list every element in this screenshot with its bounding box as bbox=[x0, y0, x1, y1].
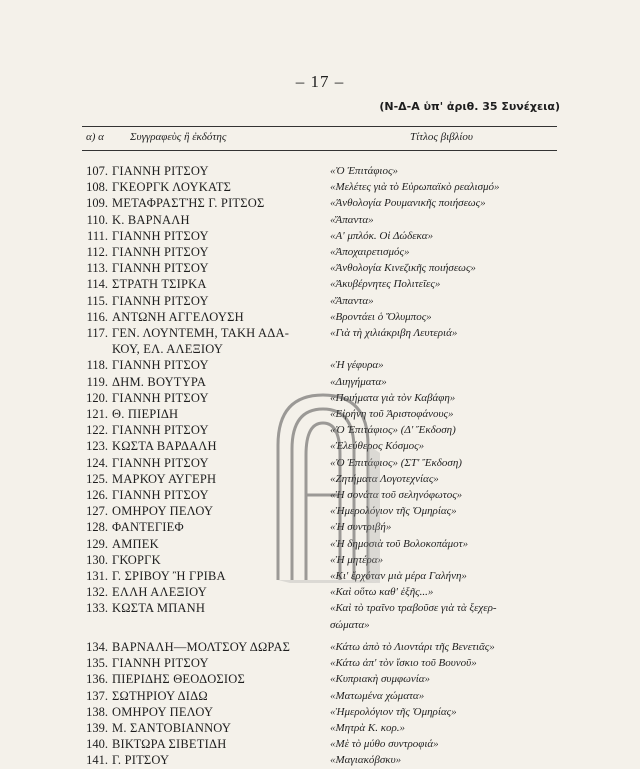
entry-author: Κ. ΒΑΡΝΑΛΗ bbox=[112, 212, 190, 227]
entry-num: 129. bbox=[86, 536, 108, 551]
entry-author: ΚΩΣΤΑ ΜΠΑΝΗ bbox=[112, 601, 206, 616]
entry-row bbox=[0, 752, 640, 768]
entry-author: Θ. ΠΙΕΡΙΔΗ bbox=[112, 407, 179, 422]
entry-num: 119. bbox=[86, 374, 108, 389]
entry-row bbox=[0, 671, 640, 687]
entry-row bbox=[0, 212, 640, 228]
entry-row bbox=[0, 179, 640, 195]
entry-num: 110. bbox=[86, 212, 108, 227]
entry-author: Γ. ΡΙΤΣΟΥ bbox=[112, 753, 170, 768]
entry-row bbox=[0, 195, 640, 211]
entry-author: ΑΜΠΕΚ bbox=[112, 536, 159, 551]
entry-title: «Ἡμερολόγιον τῆς Ὀμηρίας» bbox=[330, 705, 457, 718]
entry-row bbox=[0, 406, 640, 422]
entry-author: ΟΜΗΡΟΥ ΠΕΛΟΥ bbox=[112, 704, 214, 719]
entry-num: 118. bbox=[86, 358, 108, 373]
entry-num: 123. bbox=[86, 439, 108, 454]
entry-row bbox=[0, 341, 640, 357]
entry-author: ΓΙΑΝΝΗ ΡΙΤΣΟΥ bbox=[112, 488, 209, 503]
entry-row bbox=[0, 519, 640, 535]
entry-num: 121. bbox=[86, 407, 108, 422]
entry-author: ΟΜΗΡΟΥ ΠΕΛΟΥ bbox=[112, 504, 214, 519]
column-headers bbox=[0, 131, 640, 147]
entry-row bbox=[0, 260, 640, 276]
entry-author: ΦΑΝΤΕΓΙΕΦ bbox=[112, 520, 184, 535]
entry-title: «Ἡ γέφυρα» bbox=[330, 359, 384, 372]
entry-num: 141. bbox=[86, 753, 108, 768]
entry-row bbox=[0, 390, 640, 406]
entry-author: ΣΤΡΑΤΗ ΤΣΙΡΚΑ bbox=[112, 277, 207, 292]
entry-title: «Ἅπαντα» bbox=[330, 294, 374, 307]
entry-author: ΓΙΑΝΝΗ ΡΙΤΣΟΥ bbox=[112, 656, 209, 671]
entry-author: Μ. ΣΑΝΤΟΒΙΑΝΝΟΥ bbox=[112, 720, 232, 735]
rule-bottom bbox=[82, 150, 557, 151]
entry-num: 137. bbox=[86, 688, 108, 703]
entry-title: «Διηγήματα» bbox=[330, 375, 387, 388]
header-right: (N-Δ-A ὑπ' ἀριθ. 35 Συνέχεια) bbox=[379, 100, 560, 113]
entry-title: «Α' μπλόκ. Οἱ Δώδεκα» bbox=[330, 229, 434, 242]
entry-author: ΓΙΑΝΝΗ ΡΙΤΣΟΥ bbox=[112, 228, 209, 243]
entry-row bbox=[0, 720, 640, 736]
entry-title: «Κυπριακὴ συμφωνία» bbox=[330, 673, 431, 686]
entry-author: ΓΙΑΝΝΗ ΡΙΤΣΟΥ bbox=[112, 390, 209, 405]
entry-num: 112. bbox=[86, 245, 108, 260]
entry-num: 139. bbox=[86, 720, 108, 735]
entry-num: 133. bbox=[86, 601, 108, 616]
entry-title: «Ἀνθολογία Ρουμανικῆς ποιήσεως» bbox=[330, 197, 486, 210]
entry-row bbox=[0, 584, 640, 600]
entry-author: ΑΝΤΩΝΗ ΑΓΓΕΛΟΥΣΗ bbox=[112, 309, 244, 324]
entry-title: «Μὲ τὸ μύθο συντροφιά» bbox=[330, 738, 439, 751]
entry-title: σώματα» bbox=[330, 618, 370, 631]
entry-author: ΓΚΕΟΡΓΚ ΛΟΥΚΑΤΣ bbox=[112, 180, 232, 195]
entry-author: ΒΑΡΝΑΛΗ—ΜΟΛΤΣΟΥ ΔΩΡΑΣ bbox=[112, 639, 291, 654]
entry-author: ΣΩΤΗΡΙΟΥ ΔΙΔΩ bbox=[112, 688, 208, 703]
entry-num: 131. bbox=[86, 569, 108, 584]
entry-author: ΓΙΑΝΝΗ ΡΙΤΣΟΥ bbox=[112, 245, 209, 260]
entry-row bbox=[0, 568, 640, 584]
entry-author: ΓΚΟΡΓΚ bbox=[112, 552, 161, 567]
entry-row bbox=[0, 617, 640, 633]
entry-title: «Εἰρήνη τοῦ Ἀριστοφάνους» bbox=[330, 408, 454, 421]
entry-title: «Ὁ Ἐπιτάφιος» bbox=[330, 165, 398, 177]
entry-author: ΕΛΛΗ ΑΛΕΞΙΟΥ bbox=[112, 585, 207, 600]
column-header-num: α) α bbox=[86, 131, 104, 143]
entry-row bbox=[0, 487, 640, 503]
entry-row bbox=[0, 503, 640, 519]
entry-row bbox=[0, 163, 640, 179]
entry-author: ΜΕΤΑΦΡΑΣΤῊΣ Γ. ΡΙΤΣΟΣ bbox=[112, 196, 265, 211]
entry-row bbox=[0, 293, 640, 309]
entry-num bbox=[0, 617, 112, 633]
entry-num: 122. bbox=[86, 423, 108, 438]
entry-author: ΚΩΣΤΑ ΒΑΡΔΑΛΗ bbox=[112, 439, 217, 454]
entry-row bbox=[0, 471, 640, 487]
column-header-author: Συγγραφεὺς ἢ ἐκδότης bbox=[130, 131, 227, 143]
entry-title: «Γιὰ τὴ χιλιάκριβη Λευτεριά» bbox=[330, 327, 458, 340]
entry-title: «Ὁ Ἐπιτάφιος» (Δ' Ἔκδοση) bbox=[330, 424, 456, 437]
entry-row bbox=[0, 536, 640, 552]
entry-title: «Ὁ Ἐπιτάφιος» (ΣΤ' Ἔκδοση) bbox=[330, 456, 462, 469]
entry-num: 127. bbox=[86, 504, 108, 519]
entry-title: «Ἡμερολόγιον τῆς Ὀμηρίας» bbox=[330, 505, 457, 518]
entry-num: 107. bbox=[86, 164, 108, 178]
entry-num: 140. bbox=[86, 737, 108, 752]
entry-title: «Κι' ἔρχόταν μιὰ μέρα Γαλήνη» bbox=[330, 570, 467, 583]
entry-author: ΒΙΚΤΩΡΑ ΣΙΒΕΤΙΔΗ bbox=[112, 737, 227, 752]
entry-num: 125. bbox=[86, 471, 108, 486]
entry-num: 124. bbox=[86, 455, 108, 470]
entry-num: 126. bbox=[86, 488, 108, 503]
entry-row bbox=[0, 374, 640, 390]
entry-title: «Ἀνθολογία Κινεζικῆς ποιήσεως» bbox=[330, 262, 476, 275]
entry-author: ΜΑΡΚΟΥ ΑΥΓΕΡΗ bbox=[112, 471, 217, 486]
entry-num bbox=[0, 341, 112, 357]
entry-row bbox=[0, 276, 640, 292]
column-header-title: Τίτλος βιβλίου bbox=[410, 131, 473, 143]
entry-num: 116. bbox=[86, 309, 108, 324]
entry-num: 108. bbox=[86, 180, 108, 195]
entry-num: 135. bbox=[86, 656, 108, 671]
entry-row bbox=[0, 552, 640, 568]
entry-row bbox=[0, 325, 640, 341]
entry-row bbox=[0, 309, 640, 325]
entry-title: «Ἡ μητέρα» bbox=[330, 553, 384, 566]
entry-title: «Ματωμένα χώματα» bbox=[330, 689, 425, 702]
entry-title bbox=[330, 341, 640, 357]
entry-title: «Καὶ οὕτω καθ' ἑξῆς...» bbox=[330, 586, 434, 599]
entry-row bbox=[0, 438, 640, 454]
entry-author: ΚΟΥ, ΕΛ. ΑΛΕΞΙΟΥ bbox=[112, 342, 224, 357]
entry-row bbox=[0, 228, 640, 244]
entry-title: «Ἀκυβέρνητες Πολιτεῖες» bbox=[330, 278, 441, 291]
entry-author: ΠΙΕΡΙΔΗΣ ΘΕΟΔΟΣΙΟΣ bbox=[112, 672, 245, 687]
entry-row bbox=[0, 688, 640, 704]
entry-row bbox=[0, 357, 640, 373]
entry-author: ΓΙΑΝΝΗ ΡΙΤΣΟΥ bbox=[112, 423, 209, 438]
entry-num: 117. bbox=[86, 326, 108, 341]
entry-row bbox=[0, 704, 640, 720]
entry-author: ΓΙΑΝΝΗ ΡΙΤΣΟΥ bbox=[112, 164, 209, 178]
entry-num: 111. bbox=[87, 228, 108, 243]
page-number: – 17 – bbox=[295, 72, 345, 91]
entry-num: 132. bbox=[86, 585, 108, 600]
entry-title: «Ἀποχαιρετισμός» bbox=[330, 246, 410, 259]
entry-title: «Ἡ συντριβή» bbox=[330, 521, 392, 534]
entry-title: «Μαγιακόβσκυ» bbox=[330, 754, 402, 767]
entry-author: ΔΗΜ. ΒΟΥΤΥΡΑ bbox=[112, 374, 207, 389]
entry-title: «Καὶ τὸ τραῖνο τραβοῦσε γιὰ τὰ ξεχερ- bbox=[330, 602, 497, 615]
entry-author: ΓΙΑΝΝΗ ΡΙΤΣΟΥ bbox=[112, 358, 209, 373]
entry-title: «Ἡ σονάτα τοῦ σεληνόφωτος» bbox=[330, 489, 463, 502]
entry-num: 134. bbox=[86, 639, 108, 654]
entry-num: 136. bbox=[86, 672, 108, 687]
entry-author: ΓΙΑΝΝΗ ΡΙΤΣΟΥ bbox=[112, 455, 209, 470]
entry-author bbox=[112, 617, 330, 633]
entry-title: «Μελέτες γιὰ τὸ Εὐρωπαϊκὸ ρεαλισμό» bbox=[330, 181, 500, 194]
entry-num: 130. bbox=[86, 552, 108, 567]
entry-title: «Κάτω ἀπὸ τὸ Λιοντάρι τῆς Βενετιᾶς» bbox=[330, 640, 495, 653]
entry-author: ΓΙΑΝΝΗ ΡΙΤΣΟΥ bbox=[112, 293, 209, 308]
entry-row bbox=[0, 600, 640, 616]
entry-row bbox=[0, 736, 640, 752]
entry-num: 114. bbox=[86, 277, 108, 292]
entry-num: 138. bbox=[86, 704, 108, 719]
entry-author: Γ. ΣΡΙΒΟΥ Ἢ ΓΡΙΒΑ bbox=[112, 569, 226, 584]
entry-num: 115. bbox=[86, 293, 108, 308]
rule-top bbox=[82, 126, 557, 127]
entry-title: «Μητρὰ Κ. κορ.» bbox=[330, 721, 406, 734]
entry-author: ΓΕΝ. ΛΟΥΝΤΕΜΗ, ΤΑΚΗ ΑΔΑ- bbox=[112, 326, 290, 341]
entry-title: «Ἐλεύθερος Κόσμος» bbox=[330, 440, 425, 453]
entry-title: «Κάτω ἀπ' τὸν ἴσκιο τοῦ Βουνοῦ» bbox=[330, 657, 477, 670]
entry-row bbox=[0, 455, 640, 471]
entry-row bbox=[0, 244, 640, 260]
entry-title: «Ἡ δημοσιὰ τοῦ Βολοκοπάμοτ» bbox=[330, 537, 469, 550]
entry-row bbox=[0, 422, 640, 438]
entry-row bbox=[0, 639, 640, 655]
entries-list bbox=[0, 163, 640, 769]
entry-title: «Ἅπαντα» bbox=[330, 213, 374, 226]
entry-title: «Ποιήματα γιὰ τὸν Καβάφη» bbox=[330, 391, 456, 404]
entry-row bbox=[0, 655, 640, 671]
entry-author: ΓΙΑΝΝΗ ΡΙΤΣΟΥ bbox=[112, 261, 209, 276]
entry-num: 113. bbox=[86, 261, 108, 276]
entry-title: «Ζητήματα Λογοτεχνίας» bbox=[330, 472, 439, 485]
entry-title: «Βροντάει ὁ Ὄλυμπος» bbox=[330, 310, 432, 323]
entry-num: 128. bbox=[86, 520, 108, 535]
entry-num: 120. bbox=[86, 390, 108, 405]
entry-num: 109. bbox=[86, 196, 108, 211]
